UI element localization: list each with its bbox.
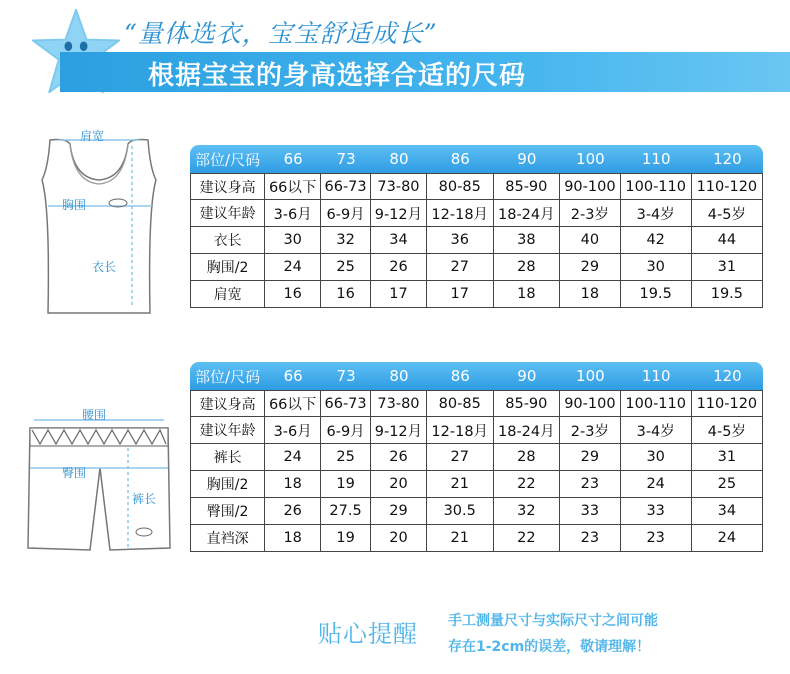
- table-cell: 19.5: [692, 281, 763, 308]
- page-title: 根据宝宝的身高选择合适的尺码: [148, 61, 527, 91]
- tip-text-line: 存在1-2cm的误差，敬请理解！: [448, 639, 651, 655]
- table-cell: 19: [321, 525, 371, 552]
- table-row: [190, 281, 763, 308]
- table-cell: 2-3岁: [560, 200, 620, 227]
- row-label: 肩宽: [190, 281, 265, 308]
- table-row: [190, 525, 763, 552]
- header-cell: 66: [265, 145, 321, 173]
- header-cell: 80: [371, 362, 427, 390]
- table-cell: 19: [321, 471, 371, 498]
- table-cell: 44: [692, 227, 763, 254]
- table-header-row: [190, 145, 763, 173]
- header-cell: 100: [560, 362, 620, 390]
- table-cell: 30: [621, 444, 692, 471]
- table-cell: 2-3岁: [560, 417, 620, 444]
- table-cell: 29: [371, 498, 427, 525]
- table-row: [190, 498, 763, 525]
- table-cell: 9-12月: [371, 417, 427, 444]
- table-cell: 12-18月: [427, 200, 494, 227]
- table-cell: 31: [692, 254, 763, 281]
- table-cell: 90-100: [560, 390, 620, 417]
- table-cell: 66以下: [265, 390, 321, 417]
- table-cell: 40: [560, 227, 620, 254]
- shoulder-label: 肩宽: [80, 129, 105, 143]
- table-cell: 24: [265, 444, 321, 471]
- row-label: 建议身高: [190, 173, 265, 200]
- table-cell: 18-24月: [494, 200, 561, 227]
- table-cell: 31: [692, 444, 763, 471]
- table-cell: 18: [265, 525, 321, 552]
- table-cell: 17: [427, 281, 494, 308]
- table-cell: 16: [321, 281, 371, 308]
- table-cell: 26: [371, 254, 427, 281]
- table-cell: 3-6月: [265, 200, 321, 227]
- header-cell: 部位/尺码: [190, 145, 265, 173]
- table-cell: 100-110: [621, 173, 692, 200]
- table-cell: 26: [371, 444, 427, 471]
- header-cell: 110: [621, 145, 692, 173]
- table-cell: 32: [494, 498, 561, 525]
- table-cell: 20: [371, 471, 427, 498]
- table-cell: 25: [692, 471, 763, 498]
- table-row: [190, 227, 763, 254]
- table-cell: 27: [427, 254, 494, 281]
- table-cell: 27: [427, 444, 494, 471]
- table-cell: 30: [621, 254, 692, 281]
- title-banner: [60, 52, 790, 92]
- table-cell: 21: [427, 471, 494, 498]
- table-cell: 24: [265, 254, 321, 281]
- header-cell: 80: [371, 145, 427, 173]
- tank-top-drawing: [20, 118, 170, 323]
- table-cell: 30: [265, 227, 321, 254]
- table-cell: 34: [371, 227, 427, 254]
- row-label: 建议年龄: [190, 200, 265, 227]
- table-cell: 85-90: [494, 390, 561, 417]
- row-label: 衣长: [190, 227, 265, 254]
- waist-label: 腰围: [82, 408, 107, 422]
- table-cell: 66-73: [321, 390, 371, 417]
- table-cell: 24: [692, 525, 763, 552]
- table-cell: 33: [621, 498, 692, 525]
- table-cell: 29: [560, 444, 620, 471]
- row-label: 胸围/2: [190, 254, 265, 281]
- table-cell: 25: [321, 444, 371, 471]
- table-cell: 42: [621, 227, 692, 254]
- header-cell: 110: [621, 362, 692, 390]
- table-cell: 66以下: [265, 173, 321, 200]
- table-cell: 3-6月: [265, 417, 321, 444]
- row-label: 建议年龄: [190, 417, 265, 444]
- table-row: [190, 444, 763, 471]
- tank-top-illustration: [20, 118, 170, 323]
- table-cell: 34: [692, 498, 763, 525]
- shorts-size-table: [190, 362, 763, 552]
- table-cell: 20: [371, 525, 427, 552]
- table-cell: 4-5岁: [692, 417, 763, 444]
- table-row: [190, 417, 763, 444]
- row-label: 直裆深: [190, 525, 265, 552]
- table-cell: 19.5: [621, 281, 692, 308]
- row-label: 建议身高: [190, 390, 265, 417]
- tip-title: 贴心提醒: [318, 620, 418, 648]
- table-row: [190, 390, 763, 417]
- slogan: “量体选衣，宝宝舒适成长”: [124, 19, 438, 48]
- table-cell: 28: [494, 444, 561, 471]
- table-cell: 85-90: [494, 173, 561, 200]
- table-cell: 24: [621, 471, 692, 498]
- length-label: 衣长: [92, 260, 117, 274]
- table-cell: 80-85: [427, 390, 494, 417]
- row-label: 裤长: [190, 444, 265, 471]
- row-label: 胸围/2: [190, 471, 265, 498]
- table-cell: 33: [560, 498, 620, 525]
- length-label: 裤长: [132, 492, 157, 506]
- table-cell: 110-120: [692, 173, 763, 200]
- hip-label: 臀围: [62, 466, 87, 480]
- table-cell: 66-73: [321, 173, 371, 200]
- table-cell: 100-110: [621, 390, 692, 417]
- table-cell: 21: [427, 525, 494, 552]
- table-cell: 27.5: [321, 498, 371, 525]
- header-cell: 100: [560, 145, 620, 173]
- table-cell: 73-80: [371, 173, 427, 200]
- header-cell: 86: [427, 362, 494, 390]
- table-cell: 4-5岁: [692, 200, 763, 227]
- table-cell: 30.5: [427, 498, 494, 525]
- table-cell: 73-80: [371, 390, 427, 417]
- table-cell: 6-9月: [321, 417, 371, 444]
- table-cell: 25: [321, 254, 371, 281]
- table-cell: 18: [494, 281, 561, 308]
- table-cell: 22: [494, 525, 561, 552]
- table-cell: 80-85: [427, 173, 494, 200]
- table-cell: 18-24月: [494, 417, 561, 444]
- chest-label: 胸围: [62, 198, 87, 212]
- header-cell: 部位/尺码: [190, 362, 265, 390]
- table-cell: 3-4岁: [621, 417, 692, 444]
- header-cell: 73: [321, 362, 371, 390]
- table-cell: 29: [560, 254, 620, 281]
- tank-top-size-table: [190, 145, 763, 308]
- table-cell: 90-100: [560, 173, 620, 200]
- table-cell: 36: [427, 227, 494, 254]
- header-cell: 90: [494, 362, 561, 390]
- header-cell: 86: [427, 145, 494, 173]
- row-label: 臀围/2: [190, 498, 265, 525]
- table-row: [190, 254, 763, 281]
- table-cell: 23: [560, 471, 620, 498]
- table-row: [190, 471, 763, 498]
- table-cell: 17: [371, 281, 427, 308]
- table-header-row: [190, 362, 763, 390]
- table-cell: 12-18月: [427, 417, 494, 444]
- table-cell: 23: [560, 525, 620, 552]
- table-cell: 110-120: [692, 390, 763, 417]
- header-cell: 66: [265, 362, 321, 390]
- header-cell: 120: [692, 145, 763, 173]
- table-cell: 18: [560, 281, 620, 308]
- header-cell: 120: [692, 362, 763, 390]
- tip-text-line: 手工测量尺寸与实际尺寸之间可能: [448, 613, 658, 629]
- table-cell: 6-9月: [321, 200, 371, 227]
- table-cell: 22: [494, 471, 561, 498]
- table-cell: 3-4岁: [621, 200, 692, 227]
- table-cell: 38: [494, 227, 561, 254]
- table-row: [190, 173, 763, 200]
- table-cell: 32: [321, 227, 371, 254]
- table-cell: 18: [265, 471, 321, 498]
- header-cell: 90: [494, 145, 561, 173]
- table-cell: 28: [494, 254, 561, 281]
- header-cell: 73: [321, 145, 371, 173]
- table-row: [190, 200, 763, 227]
- table-cell: 26: [265, 498, 321, 525]
- table-cell: 16: [265, 281, 321, 308]
- shorts-illustration: [18, 398, 178, 563]
- table-cell: 9-12月: [371, 200, 427, 227]
- table-cell: 23: [621, 525, 692, 552]
